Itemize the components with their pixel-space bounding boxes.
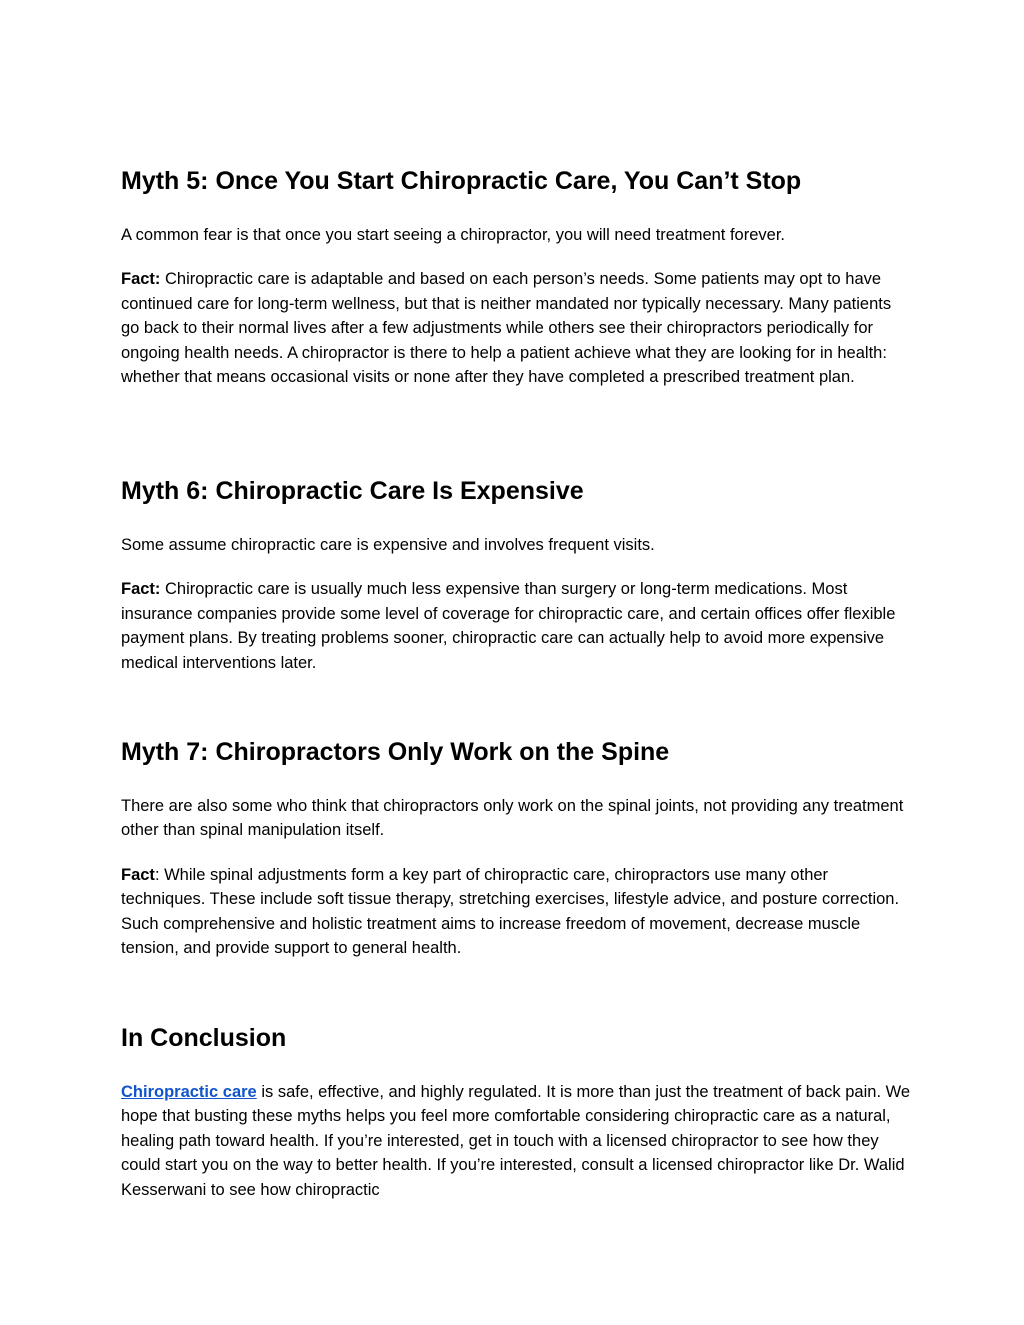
fact-text: : While spinal adjustments form a key part of chiropractic care, chiropractors use many other techniques. These include soft tissue therapy, stretching exercises, lifestyle advice, and posture correction. Such comprehensive and holistic treatment aims to increase freedom of movement, decrease muscle tension, and provide support to general health. (121, 865, 900, 958)
section-myth-6 (121, 476, 911, 675)
section-heading: Myth 7: Chiropractors Only Work on the Spine (121, 738, 670, 766)
conclusion-text: is safe, effective, and highly regulated. It is more than just the treatment of back pain. We hope that busting these myths helps you feel more comfortable considering chiropractic care as a natural, healing path toward health. If you’re interested, get in touch with a licensed chiropractor to see how they could start you on the way to better health. If you’re interested, consult a licensed chiropractor like Dr. Walid Kesserwani to see how chiropractic (121, 1083, 911, 1199)
fact-label: Fact (121, 865, 155, 884)
fact-paragraph (121, 863, 911, 961)
section-intro: A common fear is that once you start seeing a chiropractor, you will need treatment forever. (121, 226, 786, 244)
section-myth-5 (121, 166, 911, 389)
section-heading: Myth 6: Chiropractic Care Is Expensive (121, 477, 584, 505)
section-heading: Myth 5: Once You Start Chiropractic Care, You Can’t Stop (121, 167, 802, 195)
fact-text: Chiropractic care is usually much less expensive than surgery or long-term medications. Most insurance companies provide some level of coverage for chiropractic care, and certain offices offer flexible payment plans. By treating problems sooner, chiropractic care can actually help to avoid more expensive medical interventions later. (121, 580, 896, 672)
fact-paragraph (121, 577, 911, 675)
section-intro: Some assume chiropractic care is expensive and involves frequent visits. (121, 536, 655, 554)
section-heading: In Conclusion (121, 1024, 287, 1052)
fact-label: Fact: (121, 580, 161, 599)
fact-label: Fact: (121, 270, 161, 289)
fact-paragraph (121, 267, 911, 389)
section-intro: There are also some who think that chiropractors only work on the spinal joints, not providing any treatment other than spinal manipulation itself. (121, 797, 904, 840)
chiropractic-care-link[interactable]: Chiropractic care (121, 1083, 257, 1101)
fact-text: Chiropractic care is adaptable and based on each person’s needs. Some patients may opt to have continued care for long-term wellness, but that is neither mandated nor typically necessary. Many patients go back to their normal lives after a few adjustments while others see their chiropractors periodically for ongoing health needs. A chiropractor is there to help a patient achieve what they are looking for in health: whether that means occasional visits or none after they have completed a prescribed treatment plan. (121, 270, 892, 387)
conclusion-paragraph (121, 1080, 911, 1202)
section-myth-7 (121, 737, 911, 960)
section-conclusion (121, 1023, 911, 1202)
